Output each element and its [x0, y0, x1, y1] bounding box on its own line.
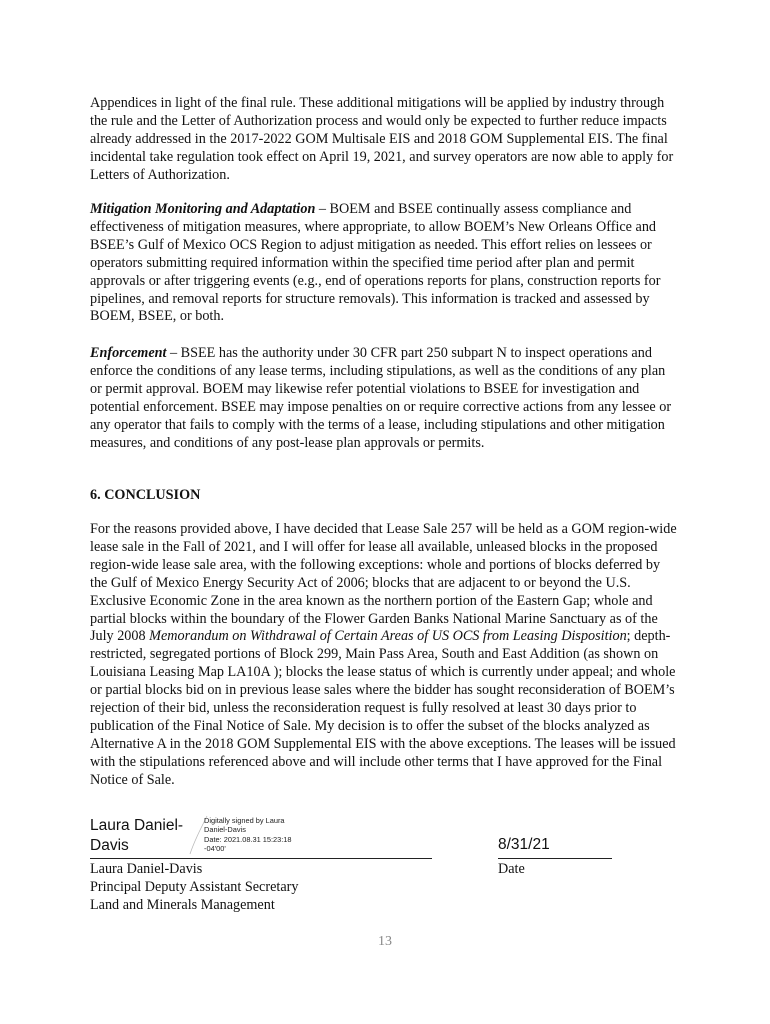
paragraph-text: – BOEM and BSEE continually assess compliance and effectiveness of mitigation measures, where appropriate, to allow BOEM’s New Orleans Office and BSEE’s Gulf of Mexico OCS Region to adjust mitigation as needed. This effort relies on lessees or operators submitting required information within the specified time period after plan and permit approvals or after triggering events (e.g., end of operations reports for plans, construction reports for pipelines, and removal reports for structure removals). This information is tracked and assessed by BOEM, BSEE, or both.: [90, 201, 661, 325]
paragraph-text: ; depth-restricted, segregated portions of Block 299, Main Pass Area, South and East Addition (as shown on Louisiana Leasing Map LA10A ); blocks the lease status of which is currently under appeal; and whole or partial blocks bid on in previous lease sales where the bidder has sought reconsideration of BOEM’s rejection of their bid, unless the reconsideration request is fully resolved at least 30 days prior to publication of the Final Notice of Sale. My decision is to offer the subset of the blocks analyzed as Alternative A in the 2018 GOM Supplemental EIS with the above exceptions. The leases will be issued with the stipulations referenced above and will include other terms that I have approved for the Final Notice of Sale.: [90, 628, 676, 788]
signer-block: [90, 861, 298, 915]
paragraph-mitigation-appendices: [90, 95, 680, 185]
stamp-line: Date: 2021.08.31 15:23:18: [204, 834, 292, 844]
paragraph-text: For the reasons provided above, I have decided that Lease Sale 257 will be held as a GOM region-wide lease sale in the Fall of 2021, and I will offer for lease all available, unleased blocks in the proposed region-wide lease sale area, with the following exceptions: whole and portions of blocks deferred by the Gulf of Mexico Energy Security Act of 2006; blocks that are adjacent to or beyond the U.S. Exclusive Economic Zone in the area known as the northern portion of the Eastern Gap; whole and partial blocks within the boundary of the Flower Garden Banks National Marine Sanctuary as of the July 2008: [90, 521, 677, 645]
memorandum-title: Memorandum on Withdrawal of Certain Areas of US OCS from Leasing Disposition: [149, 628, 627, 645]
date-label: Date: [498, 861, 525, 877]
paragraph-enforcement: [90, 345, 680, 452]
stamp-line: Daniel-Davis: [204, 825, 246, 835]
paragraph-conclusion: [90, 521, 680, 790]
signer-title: Principal Deputy Assistant Secretary: [90, 878, 299, 895]
signature-name: Laura Daniel-Davis: [90, 817, 184, 854]
paragraph-mitigation-monitoring: [90, 201, 680, 326]
paragraph-text: Appendices in light of the final rule. These additional mitigations will be applied by industry through the rule and the Letter of Authorization process and would only be expected to further reduce impacts already addressed in the 2017-2022 GOM Multisale EIS and 2018 GOM Supplemental EIS. The final incidental take regulation took effect on April 19, 2021, and survey operators are now able to apply for Letters of Authorization.: [90, 95, 674, 183]
signature-date: 8/31/21: [498, 836, 550, 853]
signature-line: [90, 858, 432, 859]
page-number: 13: [378, 934, 392, 949]
digital-signature-stamp: [204, 816, 324, 854]
stamp-line: Digitally signed by Laura: [204, 816, 285, 825]
paragraph-text: – BSEE has the authority under 30 CFR part 250 subpart N to inspect operations and enforce the conditions of any lease terms, including stipulations, as well as the conditions of any plan or permit approval. BOEM may likewise refer potential violations to BSEE for investigation and potential enforcement. BSEE may impose penalties on or require corrective actions from any lessee or any operator that fails to comply with the terms of a lease, including stipulations and other mitigation measures, and conditions of any post-lease plan approvals or permits.: [90, 345, 672, 451]
date-line: [498, 858, 612, 859]
stamp-line: -04'00': [204, 844, 226, 854]
signer-office: Land and Minerals Management: [90, 896, 275, 913]
paragraph-lead-heading: Enforcement: [90, 345, 167, 361]
signer-name: Laura Daniel-Davis: [90, 861, 203, 877]
section-heading-conclusion: 6. CONCLUSION: [90, 487, 201, 503]
paragraph-lead-heading: Mitigation Monitoring and Adaptation: [90, 201, 316, 217]
